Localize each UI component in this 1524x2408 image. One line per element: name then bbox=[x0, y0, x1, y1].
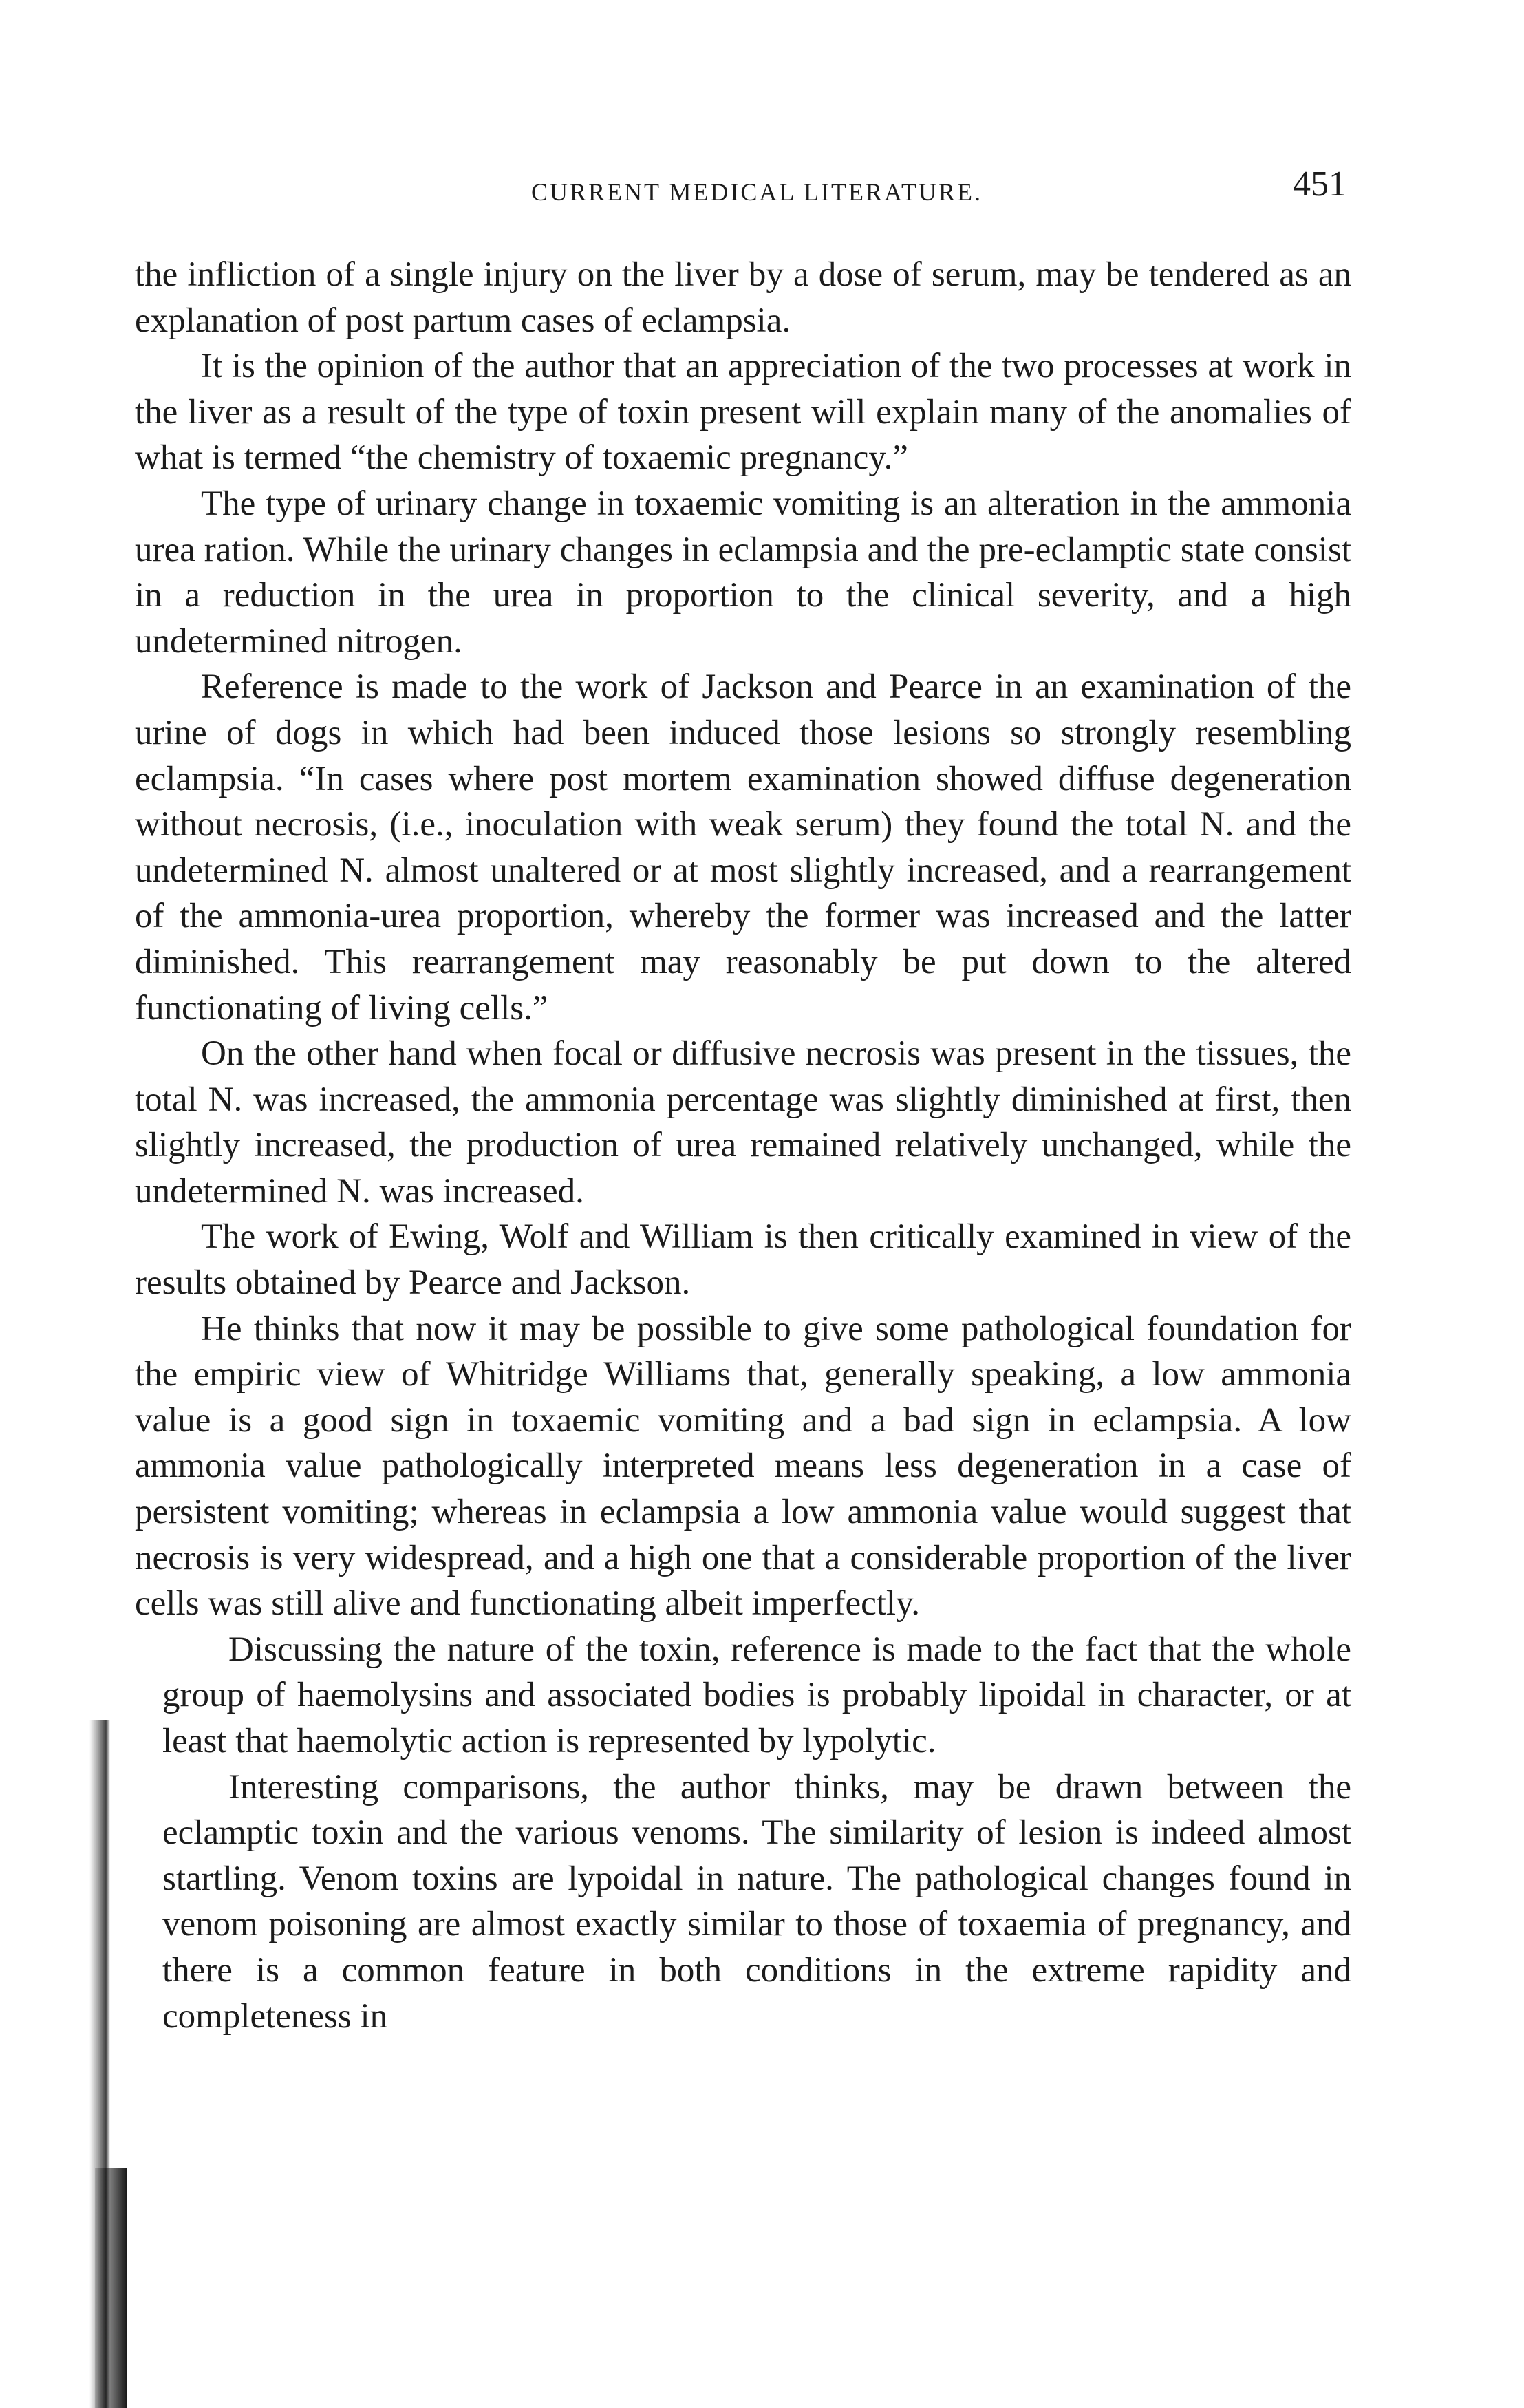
paragraph-5: On the other hand when focal or diffusive necrosis was present in the tissues, the total N. was increased, the ammonia percentage was slightly diminished at first, then slightly increased, the production of urea remained relatively unchanged, while the undetermined N. was increased. bbox=[135, 1034, 1351, 1211]
paragraph-3: The type of urinary change in toxaemic vomiting is an alteration in the ammonia urea ration. While the urinary changes in eclampsia and the pre-eclamptic state consist in a reduction in the urea in proportion to the clinical severity, and a high undetermined nitrogen. bbox=[135, 484, 1351, 661]
paragraph-9: Interesting comparisons, the author thinks, may be drawn between the eclamptic toxin and the various venoms. The similarity of lesion is indeed almost startling. Venom toxins are lypoidal in nature. The pathological changes found in venom poisoning are almost exactly similar to those of toxaemia of pregnancy, and there is a common feature in both conditions in the extreme rapidity and completeness in bbox=[162, 1767, 1351, 2036]
body-text bbox=[135, 252, 1351, 2039]
paragraph-6: The work of Ewing, Wolf and William is then critically examined in view of the results obtained by Pearce and Jackson. bbox=[135, 1217, 1351, 1303]
paragraph-4: Reference is made to the work of Jackson and Pearce in an examination of the urine of dogs in which had been induced those lesions so strongly resembling eclampsia. “In cases where post mortem examination showed diffuse degeneration without necrosis, (i.e., inoculation with weak serum) they found the total N. and the undetermined N. almost unaltered or at most slightly increased, and a rearrangement of the ammonia-urea proportion, whereby the former was increased and the latter diminished. This rearrangement may reasonably be put down to the altered functionating of living cells.” bbox=[135, 668, 1351, 1027]
running-head-title: CURRENT MEDICAL LITERATURE. bbox=[531, 178, 983, 206]
binding-edge bbox=[95, 2168, 127, 2408]
paragraph-1: the infliction of a single injury on the liver by a dose of serum, may be tendered as an explanation of post partum cases of eclampsia. bbox=[135, 255, 1351, 340]
paragraph-2: It is the opinion of the author that an appreciation of the two processes at work in the liver as a result of the type of toxin present will explain many of the anomalies of what is termed “the chemistry of toxaemic pregnancy.” bbox=[135, 347, 1351, 478]
paragraph-8: Discussing the nature of the toxin, reference is made to the fact that the whole group of haemolysins and associated bodies is probably lipoidal in character, or at least that haemolytic action is represented by lypolytic. bbox=[162, 1630, 1351, 1760]
page-number: 451 bbox=[1293, 164, 1346, 204]
paragraph-7: He thinks that now it may be possible to give some pathological foundation for the empiric view of Whitridge Williams that, generally speaking, a low ammonia value is a good sign in toxaemic vomiting and a bad sign in eclampsia. A low ammonia value pathologically interpreted means less degeneration in a case of persistent vomiting; whereas in eclampsia a low ammonia value would suggest that necrosis is very widespread, and a high one that a considerable proportion of the liver cells was still alive and functionating albeit imperfectly. bbox=[135, 1309, 1351, 1623]
